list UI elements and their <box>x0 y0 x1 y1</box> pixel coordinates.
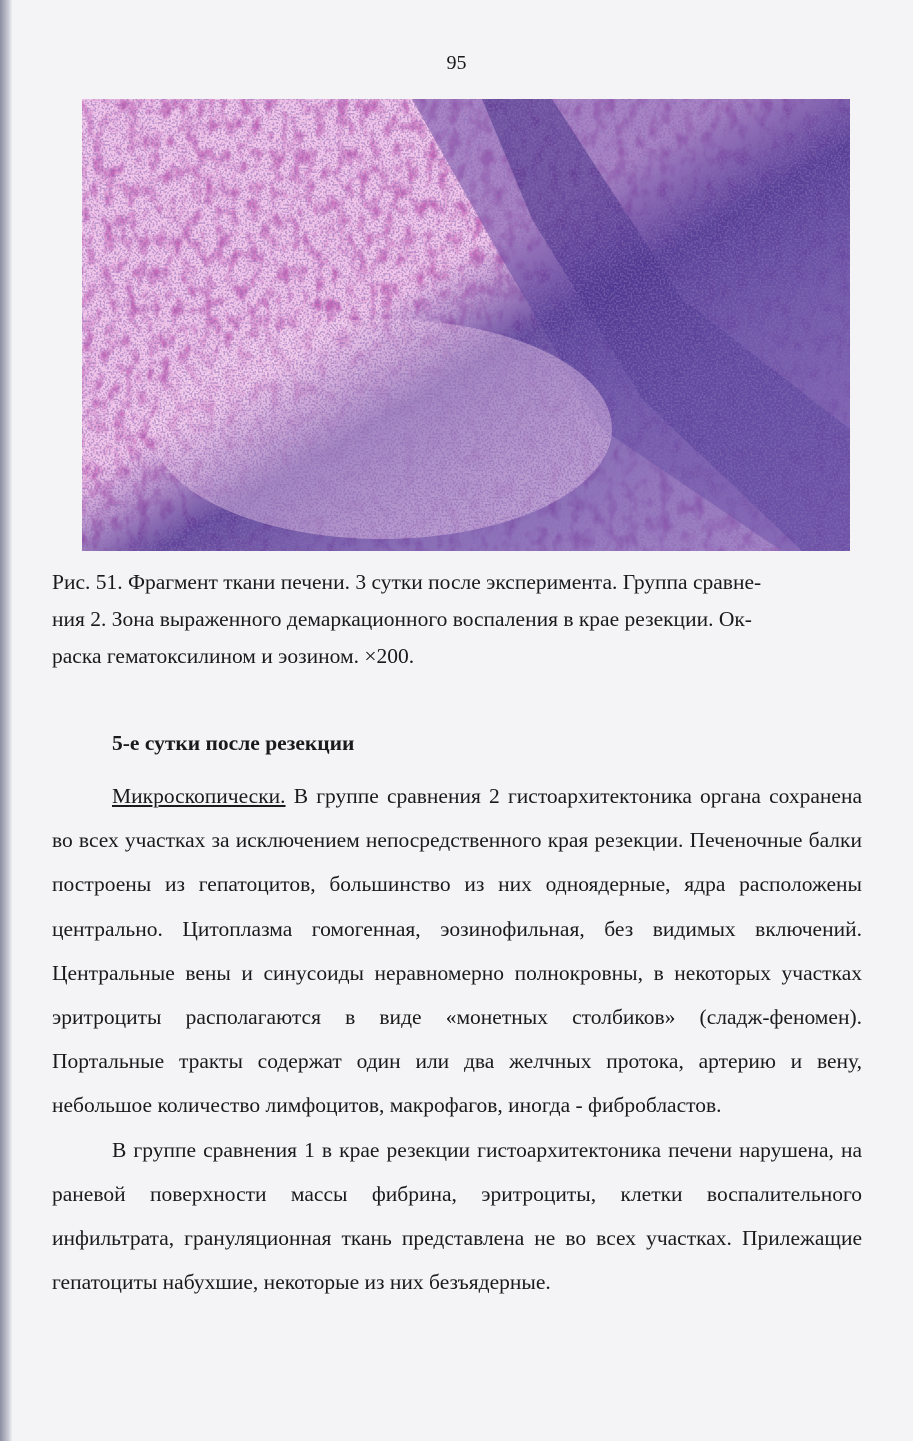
page-number: 95 <box>446 52 467 74</box>
body-text <box>52 774 862 1304</box>
caption-line-1: Рис. 51. Фрагмент ткани печени. 3 сутки после эксперимента. Группа сравне- <box>52 570 762 594</box>
paragraph-1 <box>52 774 862 1128</box>
paragraph-1-text: В группе сравнения 2 гистоархитектоника органа сохранена во всех участках за исключением непосредственного края резекции. Печеночные балки построены из гепатоцитов, большинство из них одноядерные, ядра расположены центрально. Цитоплазма гомогенная, эозинофильная, без видимых включений. Центральные вены и синусоиды неравномерно полнокровны, в некоторых участках эритроциты располагаются в виде «монетных столбиков» (сладж-феномен). Портальные тракты содержат один или два желчных протока, артерию и вену, небольшое количество лимфоцитов, макрофагов, иногда - фибробластов. <box>52 784 862 1118</box>
paragraph-lead: Микроскопически. <box>112 784 286 808</box>
caption-line-3: раска гематоксилином и эозином. ×200. <box>52 644 415 668</box>
caption-line-2: ния 2. Зона выраженного демаркационного воспаления в крае резекции. Ок- <box>52 607 752 631</box>
micrograph-image <box>82 99 850 551</box>
section-heading: 5-е сутки после резекции <box>112 731 355 755</box>
histology-micrograph <box>82 99 850 551</box>
paragraph-2: В группе сравнения 1 в крае резекции гистоархитектоника печени нарушена, на раневой поверхности массы фибрина, эритроциты, клетки воспалительного инфильтрата, грануляционная ткань представлена не во всех участках. Прилежащие гепатоциты набухшие, некоторые из них безъядерные. <box>52 1137 862 1295</box>
page-binding-edge <box>0 0 12 1441</box>
figure-caption <box>52 564 864 675</box>
